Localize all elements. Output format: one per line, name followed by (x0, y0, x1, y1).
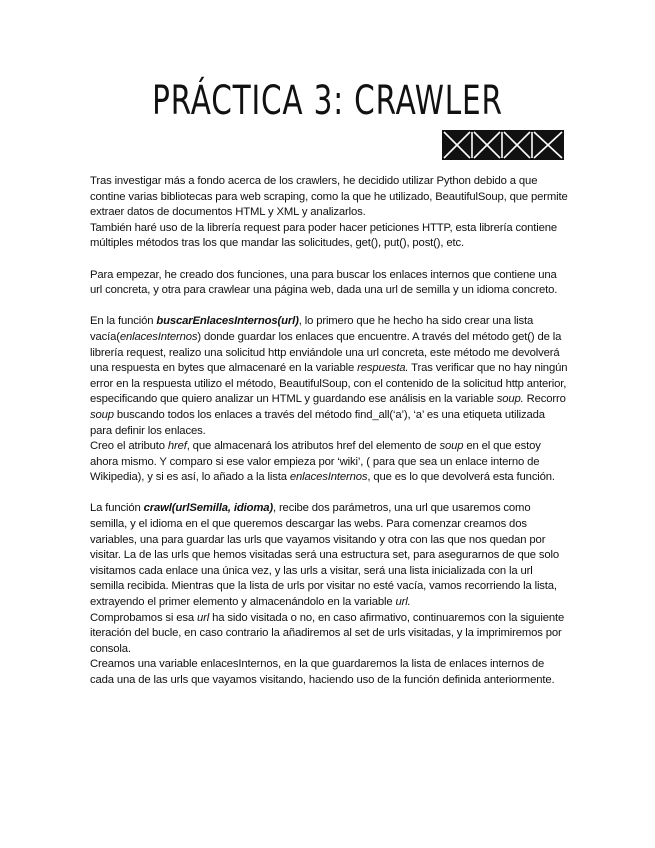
variable-name: url. (395, 596, 411, 609)
variable-name: enlacesInternos (119, 330, 198, 343)
text-run: Comprobamos si esa (90, 611, 198, 624)
text-run: buscando todos los enlaces a través del método find_all(‘a’), ‘a’ es una etiqueta utilizada para definir los enlaces. (90, 408, 545, 437)
variable-name: soup (439, 440, 464, 453)
decorative-crosshatch-banner (442, 130, 564, 160)
function-name: crawl(urlSemilla, idioma) (143, 502, 273, 515)
text-run: Creamos una variable enlacesInternos, en la que guardaremos la lista de enlaces internos de cada una de las urls que vayamos visitando, haciendo uso de la función definida anteriormente. (90, 658, 555, 686)
variable-name: respuesta. (357, 362, 409, 375)
text-run: La función (90, 502, 144, 515)
variable-name: soup. (496, 393, 524, 406)
text-run: ha sido visitada o no, en caso afirmativo, continuaremos con la siguiente iteración del bucle, en caso contrario la añadiremos al set de urls visitadas, y la imprimiremos por consola. (90, 611, 565, 655)
paragraph-crawl (90, 501, 568, 688)
text-run: , que es lo que devolverá esta función. (367, 471, 555, 484)
page-title: PRÁCTICA 3: CRAWLER (152, 78, 503, 124)
variable-name: href (167, 440, 187, 453)
document-body (90, 174, 568, 689)
text-run: en el que estoy ahora mismo. Y comparo si ese valor empieza por ‘wiki’, ( para que sea un enlace interno de Wikipedia), y si es así, lo añado a la lista (90, 440, 541, 484)
paragraph-functions-overview: Para empezar, he creado dos funciones, una para buscar los enlaces internos que contiene una url concreta, y otra para crawlear una página web, dada una url de semilla y un idioma concreto. (90, 268, 558, 297)
variable-name: url (197, 611, 210, 624)
paragraph-intro (90, 174, 568, 252)
text-run: , que almacenará los atributos href del elemento de (186, 440, 440, 453)
variable-name: soup (90, 408, 114, 421)
function-name: buscarEnlacesInternos(url) (156, 315, 299, 328)
intro-request-text: También haré uso de la librería request para poder hacer peticiones HTTP, esta librería contiene múltiples métodos tras los que mandar las solicitudes, get(), put(), post(), etc. (90, 221, 558, 250)
text-run: , lo primero que he hecho ha sido crear una lista vacía( (90, 315, 534, 343)
text-run: En la función (90, 315, 157, 328)
text-run: ) donde guardar los enlaces que encuentre. A través del método get() de la librería request, realizo una solicitud http enviándole una url concreta, este método me devolverá una respuesta en bytes que almacenaré en la variable (90, 330, 562, 375)
variable-name: enlacesInternos (289, 471, 368, 484)
text-run: Recorro (523, 393, 566, 406)
text-run: Creo el atributo (90, 440, 168, 453)
paragraph-buscar-enlaces (90, 314, 568, 486)
text-run: , recibe dos parámetros, una url que usaremos como semilla, y el idioma en el que queremos descargar las webs. Para comenzar creamos dos variables, una para guardar las urls que vayamos visitando y otra con las que nos quedan por visitar. La de las urls que hemos visitadas será una estructura set, para asegurarnos de que solo visitamos cada enlace una única vez, y las urls a visitar, será una lista inicializada con la url semilla recibida. Mientras que la lista de urls por visitar no esté vacía, vamos recorriendo la lista, extrayendo el primer elemento y almacenándolo en la variable (90, 502, 559, 609)
text-run: Tras verificar que no hay ningún error en la respuesta utilizo el método, BeautifulSoup, con el contenido de la solicitud http anterior, especificando que quiero analizar un HTML y guardando ese análisis en la variable (90, 362, 568, 406)
intro-text: Tras investigar más a fondo acerca de los crawlers, he decidido utilizar Python debido a que contine varias bibliotecas para web scraping, como la que he utilizado, BeautifulSoup, que permite extraer datos de documentos HTML y XML y analizarlos. (90, 175, 568, 219)
